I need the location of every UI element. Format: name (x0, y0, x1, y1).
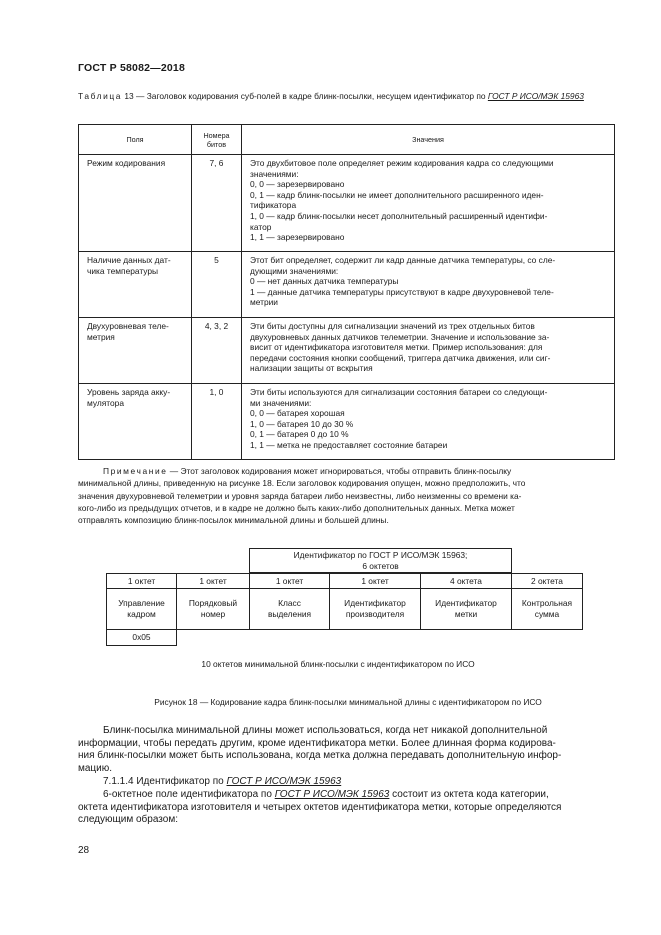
table-caption-prefix: Таблица (78, 91, 123, 101)
field-label-line: Идентификатор (435, 598, 497, 608)
standard-code: ГОСТ Р 58082—2018 (78, 62, 186, 74)
octet-label: 4 октета (420, 573, 512, 589)
value-line: 1 — данные датчика температуры присутствуют в кадре двухуровневой теле- (250, 286, 554, 297)
field-cell: Режим кодирования (79, 155, 192, 252)
field-label-line: кадром (127, 609, 156, 619)
field-label-line: выделения (267, 609, 312, 619)
values-cell (242, 252, 615, 318)
column-header-fields: Поля (79, 125, 192, 155)
table-row (79, 318, 615, 384)
value-line: 0, 1 — батарея 0 до 10 % (250, 429, 349, 440)
octet-label: 1 октет (176, 573, 250, 589)
field-tag-id (420, 588, 512, 630)
section-heading (78, 776, 615, 789)
field-label-line: сумма (534, 609, 560, 619)
paragraph-identifier (78, 789, 615, 827)
section-prefix: 7.1.1.4 Идентификатор по (103, 776, 227, 787)
note-line: минимальной длины, приведенную на рисунке 18. Если заголовок кодирования опущен, можно предположить, что (78, 478, 526, 489)
field-label-line: Идентификатор (344, 598, 406, 608)
paragraph-line: октета идентификатора изготовителя и четырех октетов идентификатора метки, которые определяются (78, 801, 562, 813)
field-label-line: Контрольная (521, 598, 573, 608)
table-row (79, 155, 615, 252)
table-caption (78, 91, 618, 102)
field-label-line: метки (454, 609, 478, 619)
octet-label: 1 октет (106, 573, 177, 589)
value-line: Эти биты доступны для сигнализации значений из трех отдельных битов (250, 321, 535, 331)
value-line: Это двухбитовое поле определяет режим кодирования кадра со следующими (250, 158, 554, 168)
field-cell: Двухуровневая теле-метрия (79, 318, 192, 384)
bits-cell: 1, 0 (192, 384, 242, 460)
bits-cell: 7, 6 (192, 155, 242, 252)
table-caption-link[interactable]: ГОСТ Р ИСО/МЭК 15963 (487, 91, 584, 101)
value-line: катор (250, 221, 272, 232)
field-label-line: Класс (278, 598, 301, 608)
paragraph-line: информации, чтобы передать другим, кроме идентификатора метки. Более длинная форма кодирова- (78, 737, 556, 749)
field-cell: Уровень заряда акку-мулятора (79, 384, 192, 460)
field-label-line: производителя (345, 609, 405, 619)
table-caption-number: 13 (124, 91, 134, 101)
values-cell (242, 318, 615, 384)
value-line: дующими значениями: (250, 265, 339, 276)
value-line: 1, 1 — метка не предоставляет состояние батареи (250, 439, 448, 450)
value-line: 0, 0 — батарея хорошая (250, 408, 345, 419)
paragraph-rest: состоит из октета кода категории, (389, 789, 549, 800)
field-manufacturer-id (329, 588, 421, 630)
value-line: Эти биты используются для сигнализации состояния батареи со следующи- (250, 387, 548, 397)
value-line: ми значениями: (250, 397, 312, 408)
note-label: Примечание (103, 466, 168, 476)
value-line: 0 — нет данных датчика температуры (250, 276, 399, 287)
paragraph-line: мацию. (78, 762, 113, 774)
value-line: значениями: (250, 168, 299, 179)
table-row (79, 252, 615, 318)
field-checksum (511, 588, 583, 630)
value-line: метрии (250, 297, 278, 308)
paragraph-minimal-blink (78, 725, 615, 775)
value-line: Этот бит определяет, содержит ли кадр данные датчика температуры, со сле- (250, 255, 556, 265)
paragraph-link[interactable]: ГОСТ Р ИСО/МЭК 15963 (274, 789, 390, 800)
table-row (79, 384, 615, 460)
table-caption-text: — Заголовок кодирования суб-полей в кадре блинк-посылки, несущем идентификатор по (133, 91, 488, 101)
column-header-bits: Номера битов (192, 125, 242, 155)
value-line: 1, 1 — зарезервировано (250, 232, 345, 243)
paragraph-line: ния блинк-посылки может быть использована, когда метка должна передавать дополнительную инфор- (78, 750, 562, 762)
note-line: отправлять композицию блинк-посылок минимальной длины и большей длины. (78, 515, 389, 526)
values-cell (242, 155, 615, 252)
field-cell: Наличие данных дат-чика температуры (79, 252, 192, 318)
section-link[interactable]: ГОСТ Р ИСО/МЭК 15963 (226, 776, 342, 787)
note-line: кого-либо из предыдущих отчетов, и в кадре не должно быть каких-либо дополнительных данных. Метка может (78, 502, 515, 513)
note-line: — Этот заголовок кодирования может игнорироваться, чтобы отправить блинк-посылку (167, 466, 512, 476)
octet-label: 1 октет (249, 573, 330, 589)
field-label-line: Управление (118, 598, 165, 608)
value-line: тификатора (250, 200, 297, 211)
identifier-span-line: Идентификатор по ГОСТ Р ИСО/МЭК 15963; (293, 550, 468, 560)
field-frame-control (106, 588, 177, 630)
figure-caption: Рисунок 18 — Кодирование кадра блинк-посылки минимальной длины с идентификатором по ИСО (154, 697, 542, 707)
bits-cell: 5 (192, 252, 242, 318)
coding-table (78, 124, 615, 460)
value-line: 1, 0 — батарея 10 до 30 % (250, 418, 354, 429)
paragraph-line: следующим образом: (78, 814, 178, 826)
values-cell (242, 384, 615, 460)
bits-cell: 4, 3, 2 (192, 318, 242, 384)
octet-label: 1 октет (329, 573, 421, 589)
table-note (78, 465, 615, 526)
column-header-values: Значения (242, 125, 615, 155)
value-line: висит от идентификатора изготовителя метки. Пример использования: для (250, 342, 543, 353)
figure-subtitle: 10 октетов минимальной блинк-посылки с индентификатором по ИСО (201, 659, 475, 669)
field-label-line: номер (200, 609, 226, 619)
value-line: 0, 0 — зарезервировано (250, 179, 345, 190)
identifier-span-label (249, 548, 512, 573)
value-line: 0, 1 — кадр блинк-посылки не имеет дополнительного расширенного иден- (250, 189, 544, 200)
paragraph-start: 6-октетное поле идентификатора по (103, 789, 275, 800)
control-value: 0x05 (106, 629, 177, 646)
field-allocation-class (249, 588, 330, 630)
paragraph-line: Блинк-посылка минимальной длины может использоваться, когда нет никакой дополнительной (103, 725, 548, 736)
value-line: 1, 0 — кадр блинк-посылки несет дополнительный расширенный идентифи- (250, 210, 548, 221)
page-number: 28 (78, 845, 90, 856)
value-line: передачи состояния кнопки сообщений, триггера датчика движения, или сиг- (250, 352, 551, 363)
value-line: нализации защиты от вскрытия (250, 363, 373, 374)
note-line: значения двухуровневой телеметрии и уровня заряда батареи либо неизвестны, либо неизменны со времени ка- (78, 490, 522, 501)
identifier-span-line: 6 октетов (362, 561, 399, 571)
table-header-row (79, 125, 615, 155)
field-label-line: Порядковый (188, 598, 238, 608)
octet-label: 2 октета (511, 573, 583, 589)
field-sequence-number (176, 588, 250, 630)
value-line: двухуровневых данных датчиков телеметрии. Значение и использование за- (250, 331, 550, 342)
